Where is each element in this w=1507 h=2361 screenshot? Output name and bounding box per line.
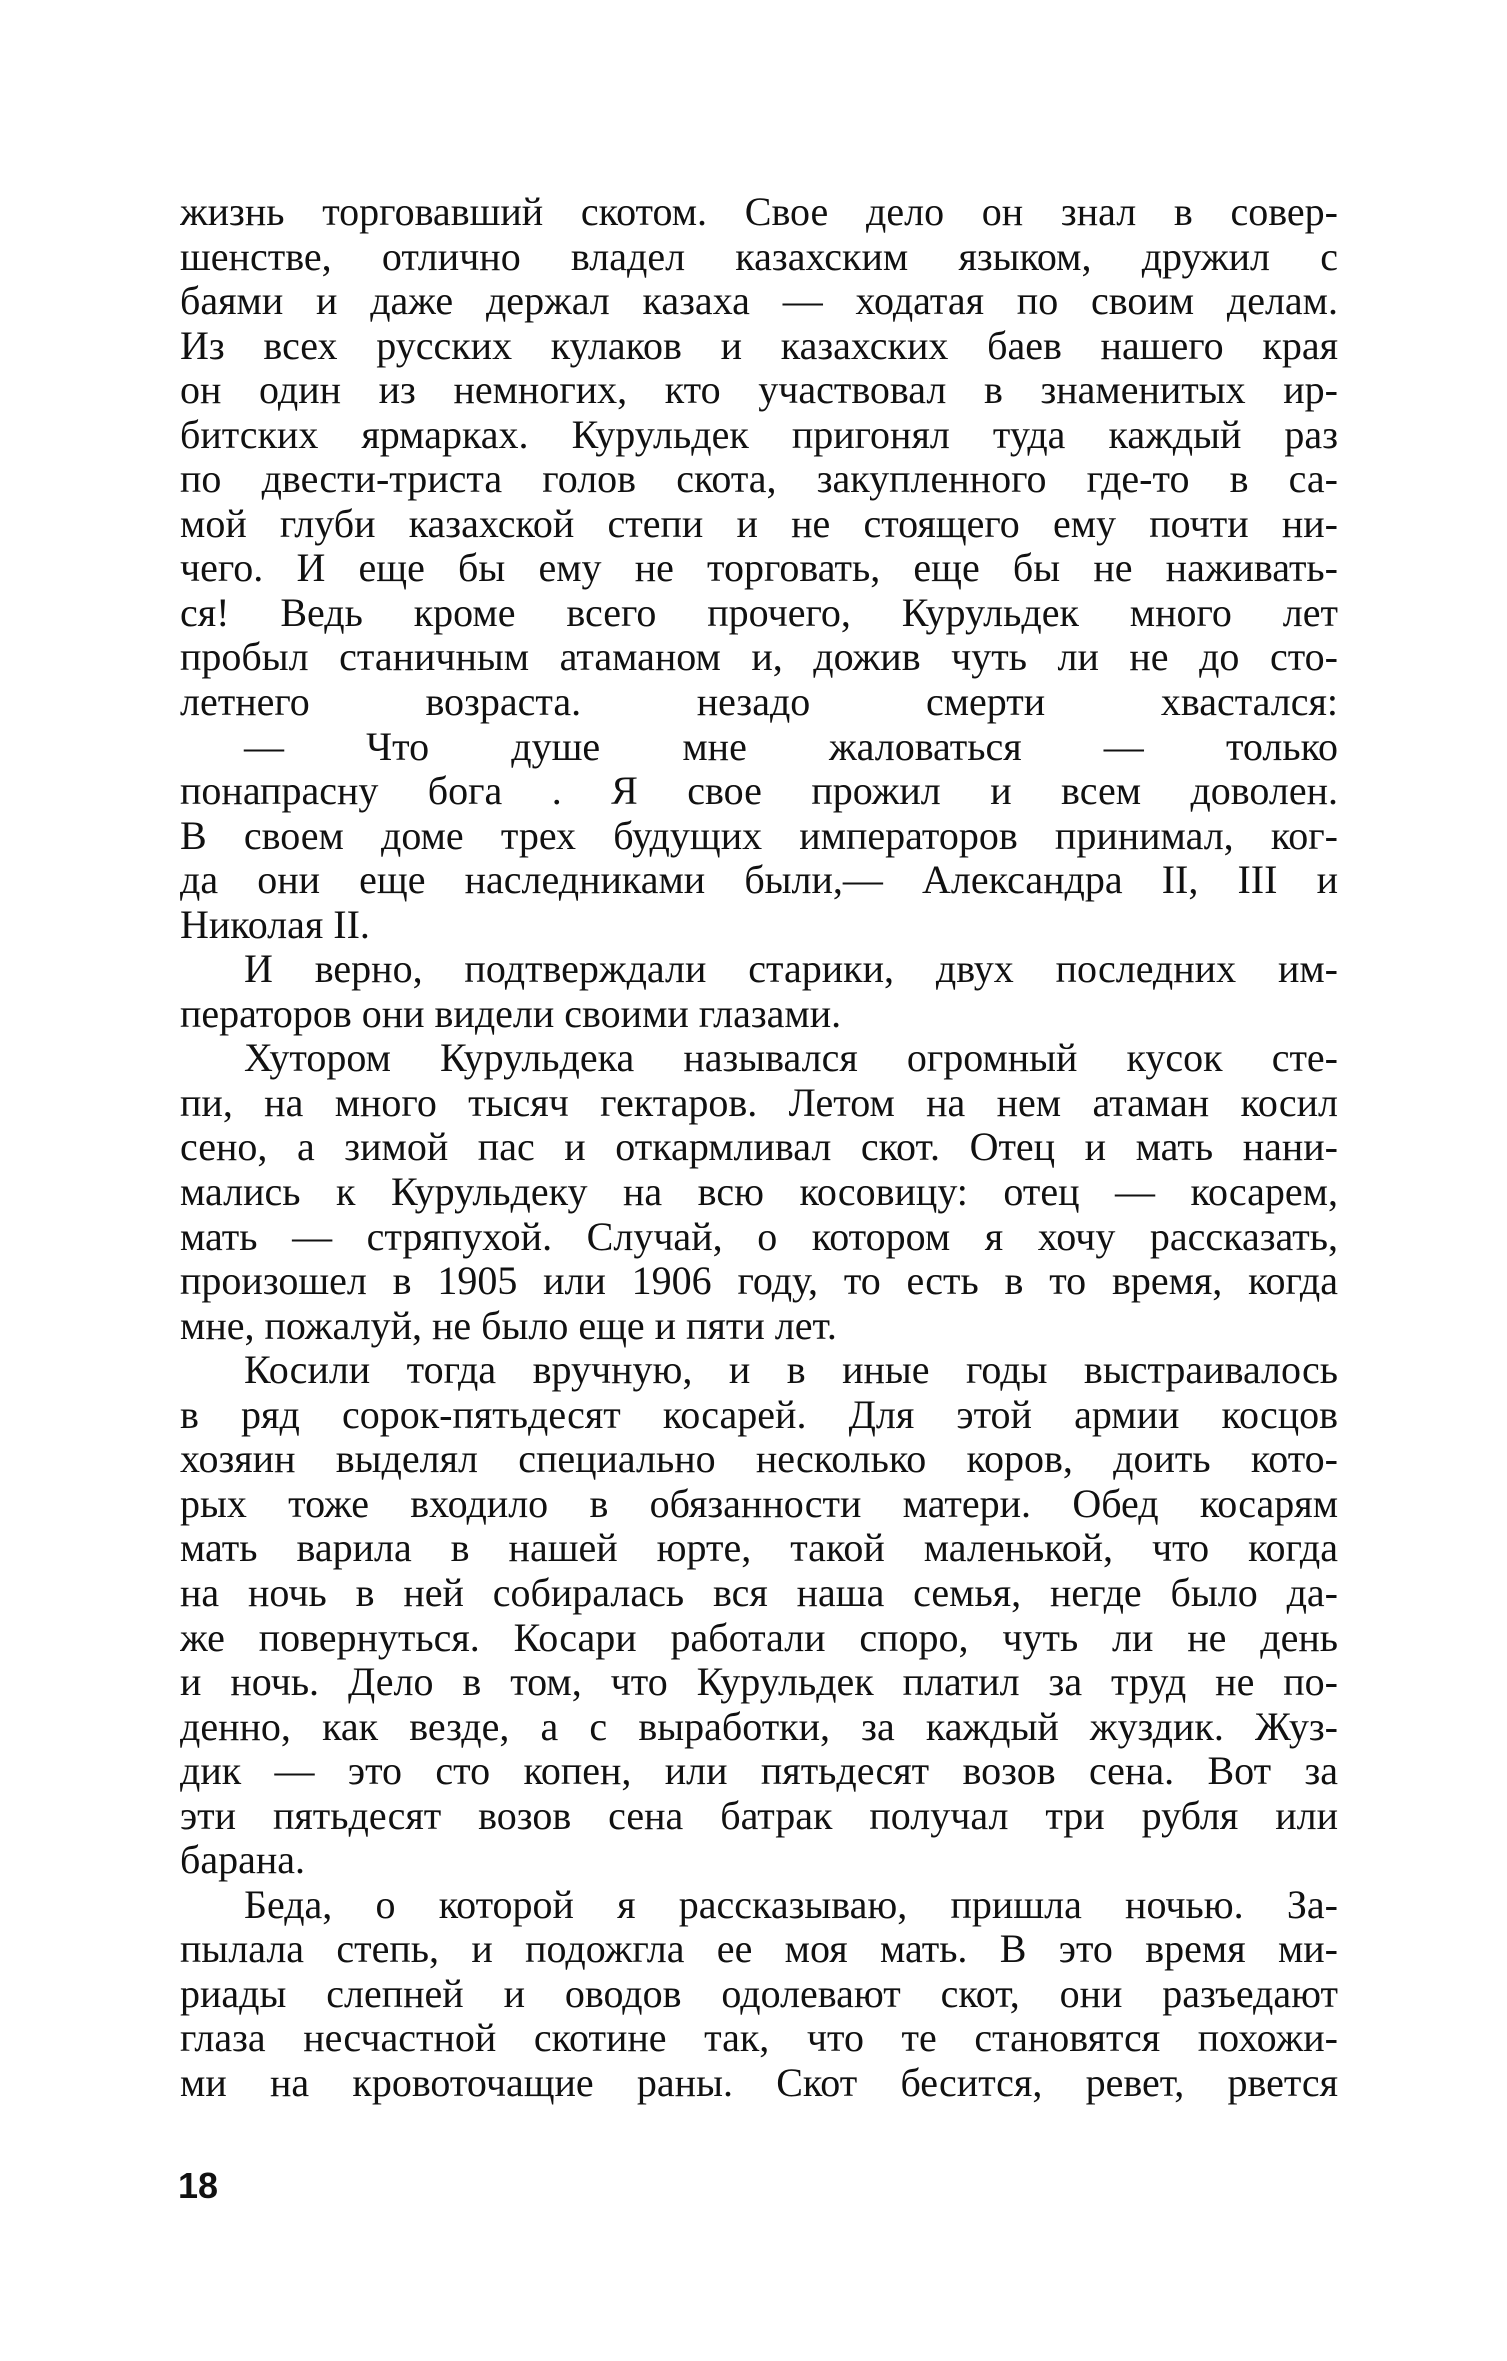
text-line: мать — стряпухой. Случай, о котором я хочу рассказать, bbox=[180, 1214, 1338, 1259]
text-line: В своем доме трех будущих императоров принимал, ког- bbox=[180, 813, 1338, 858]
text-line: пылала степь, и подожгла ее моя мать. В это время ми- bbox=[180, 1927, 1338, 1972]
text-line: эти пятьдесят возов сена батрак получал три рубля или bbox=[180, 1793, 1338, 1838]
text-line: летнего возраста. незадо смерти хвастался: bbox=[180, 680, 1338, 725]
text-line: мать варила в нашей юрте, такой маленькой, что когда bbox=[180, 1526, 1338, 1571]
text-line: риады слепней и оводов одолевают скот, они разъедают bbox=[180, 1971, 1338, 2016]
text-line: жизнь торговавший скотом. Свое дело он знал в совер- bbox=[180, 190, 1338, 234]
text-line: Николая II. bbox=[180, 902, 370, 947]
text-line: Беда, о которой я рассказываю, пришла ночью. За- bbox=[244, 1882, 1338, 1927]
page-number: 18 bbox=[178, 2165, 219, 2206]
text-line: ператоров они видели своими глазами. bbox=[180, 991, 842, 1036]
text-line: Хутором Курульдека назывался огромный кусок сте- bbox=[244, 1036, 1338, 1081]
text-line: мой глуби казахской степи и не стоящего ему почти ни- bbox=[180, 501, 1338, 546]
text-line: мне, пожалуй, не было еще и пяти лет. bbox=[180, 1303, 837, 1348]
text-line: битских ярмарках. Курульдек пригонял туда каждый раз bbox=[180, 412, 1338, 457]
text-line: в ряд сорок-пятьдесят косарей. Для этой армии косцов bbox=[180, 1392, 1338, 1437]
text-line: Косили тогда вручную, и в иные годы выстраивалось bbox=[244, 1348, 1338, 1393]
body-text bbox=[180, 190, 1338, 2106]
text-line: произошел в 1905 или 1906 году, то есть в то время, когда bbox=[180, 1259, 1338, 1304]
text-line: глаза несчастной скотине так, что те становятся похожи- bbox=[180, 2016, 1338, 2061]
text-line: да они еще наследниками были,— Александра II, III и bbox=[180, 858, 1338, 903]
text-line: пробыл станичным атаманом и, дожив чуть ли не до сто- bbox=[180, 635, 1338, 680]
text-line: сено, а зимой пас и откармливал скот. Отец и мать нани- bbox=[180, 1125, 1338, 1170]
text-line: он один из немногих, кто участвовал в знаменитых ир- bbox=[180, 368, 1338, 413]
text-line: понапрасну бога . Я свое прожил и всем доволен. bbox=[180, 769, 1338, 814]
text-line: баями и даже держал казаха — ходатая по своим делам. bbox=[180, 279, 1338, 324]
text-line: денно, как везде, а с выработки, за каждый жуздик. Жуз- bbox=[180, 1704, 1338, 1749]
text-line: — Что душе мне жаловаться — только bbox=[244, 724, 1338, 769]
text-line: шенстве, отлично владел казахским языком, дружил с bbox=[180, 234, 1338, 279]
text-line: барана. bbox=[180, 1838, 306, 1883]
text-line: же повернуться. Косари работали споро, чуть ли не день bbox=[180, 1615, 1338, 1660]
text-line: мались к Курульдеку на всю косовицу: отец — косарем, bbox=[180, 1170, 1338, 1215]
text-line: И верно, подтверждали старики, двух последних им- bbox=[244, 947, 1338, 992]
text-line: по двести-триста голов скота, закупленного где-то в са- bbox=[180, 457, 1338, 502]
text-line: чего. И еще бы ему не торговать, еще бы не наживать- bbox=[180, 546, 1338, 591]
text-line: ся! Ведь кроме всего прочего, Курульдек много лет bbox=[180, 590, 1338, 635]
text-line: дик — это сто копен, или пятьдесят возов сена. Вот за bbox=[180, 1749, 1338, 1794]
text-line: хозяин выделял специально несколько коров, доить кото- bbox=[180, 1437, 1338, 1482]
text-line: и ночь. Дело в том, что Курульдек платил за труд не по- bbox=[180, 1660, 1338, 1705]
text-line: рых тоже входило в обязанности матери. Обед косарям bbox=[180, 1481, 1338, 1526]
text-line: пи, на много тысяч гектаров. Летом на нем атаман косил bbox=[180, 1080, 1338, 1125]
text-line: ми на кровоточащие раны. Скот бесится, ревет, рвется bbox=[180, 2060, 1338, 2105]
text-line: Из всех русских кулаков и казахских баев нашего края bbox=[180, 323, 1338, 368]
text-line: на ночь в ней собиралась вся наша семья, негде было да- bbox=[180, 1570, 1338, 1615]
